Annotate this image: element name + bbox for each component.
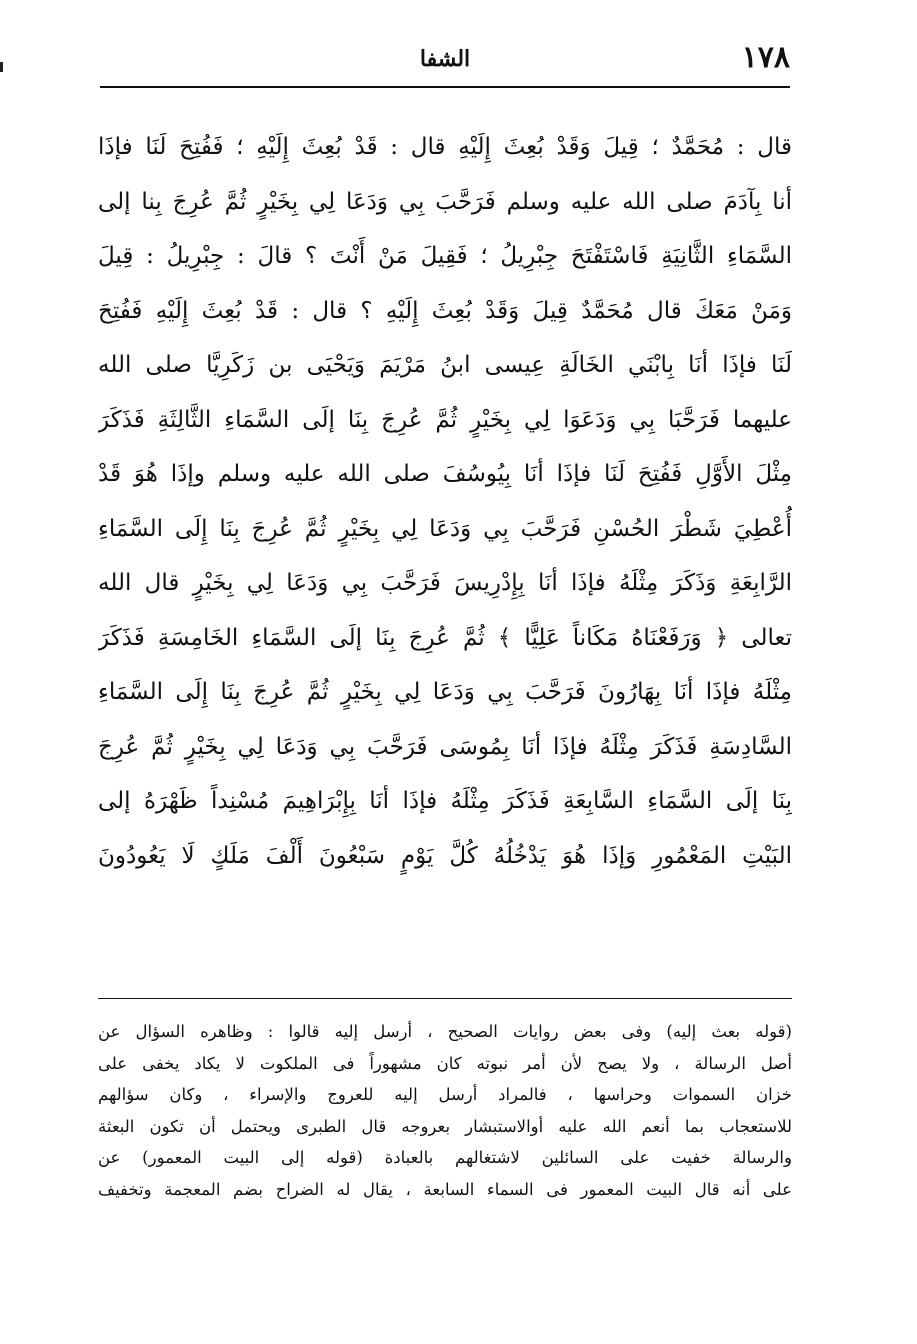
footnotes (98, 1016, 792, 1206)
footnote-line: على أنه قال البيت المعمور فى السماء السابعة ، يقال له الضراح بضم المعجمة وتخفيف (98, 1179, 792, 1199)
main-text-line: لَنَا فإذَا أنَا بِابْنَي الخَالَةِ عِيسى ابنُ مَرْيَمَ وَيَحْيَى بن زَكَرِيَّا صلى الله (98, 352, 792, 378)
running-head (100, 38, 790, 88)
main-text-line: مِثْلَهُ فإذَا أنَا بِهَارُونَ فَرَحَّبَ بِي وَدَعَا لِي بِخَيْرٍ ثُمَّ عُرِجَ بِنَا إِلَى السَّمَاءِ (98, 679, 792, 705)
footnote-line: أصل الرسالة ، ولا يصح لأن أمر نبوته كان مشهوراً فى الملكوت لا يكاد يخفى على (98, 1053, 792, 1073)
footnote-line: للاستعجاب بما أنعم الله عليه أوالاستبشار بعروجه قال الطبرى ويحتمل أن تكون البعثة (98, 1116, 792, 1136)
main-text-line: السَّمَاءِ الثَّانِيَةِ فَاسْتَفْتَحَ جِبْرِيلُ ؛ فَقِيلَ مَنْ أَنْتَ ؟ قالَ : جِبْرِيلُ : قِيلَ (98, 243, 792, 269)
main-text (98, 120, 792, 883)
main-text-line: السَّادِسَةِ فَذَكَرَ مِثْلَهُ فإذَا أنَا بِمُوسَى فَرَحَّبَ بِي وَدَعَا لِي بِخَيْرٍ ثُمَّ عُرِجَ (98, 733, 792, 760)
main-text-line: أُعْطِيَ شَطْرَ الحُسْنِ فَرَحَّبَ بِي وَدَعَا لِي بِخَيْرٍ ثُمَّ عُرِجَ بِنَا إِلَى السَّمَاءِ (98, 515, 792, 542)
page-number: ١٧٨ (741, 40, 790, 75)
main-text-line: مِثْلَ الأَوَّلِ فَفُتِحَ لَنَا فإذَا أنَا بِيُوسُفَ صلى الله عليه وسلم وإذَا هُوَ قَدْ (98, 461, 792, 487)
main-text-line: تعالى ﴿ وَرَفَعْنَاهُ مَكَاناً عَلِيًّا ﴾ ثُمَّ عُرِجَ بِنَا إلَى السَّمَاءِ الخَامِسَةِ فَذَكَرَ (98, 624, 792, 651)
main-text-line: بِنَا إلَى السَّمَاءِ السَّابِعَةِ فَذَكَرَ مِثْلَهُ فإذَا أنَا بِإِبْرَاهِيمَ مُسْنِداً ظَهْرَهُ إلى (98, 788, 792, 814)
footnote-line: خزان السموات وحراسها ، فالمراد أرسل إليه للعروج والإسراء ، وكان سؤالهم (98, 1085, 792, 1105)
main-text-line: البَيْتِ المَعْمُورِ وَإذَا هُوَ يَدْخُلُهُ كُلَّ يَوْمٍ سَبْعُونَ أَلْفَ مَلَكٍ لَا يَعُودُونَ (98, 842, 792, 869)
main-text-line: الرَّابِعَةِ وَذَكَرَ مِثْلَهُ فإذَا أنَا بِإِدْرِيسَ فَرَحَّبَ بِي وَدَعَا لِي بِخَيْرٍ قال الله (98, 570, 792, 596)
main-text-line: قال : مُحَمَّدٌ ؛ قِيلَ وَقَدْ بُعِثَ إِلَيْهِ قال : قَدْ بُعِثَ إِلَيْهِ ؛ فَفُتِحَ لَنَا فإذَا (98, 134, 792, 160)
margin-mark (0, 62, 3, 72)
book-title: الشفا (419, 46, 471, 72)
main-text-line: أنا بِآدَمَ صلى الله عليه وسلم فَرَحَّبَ بِي وَدَعَا لِي بِخَيْرٍ ثُمَّ عُرِجَ بِنا إلى (98, 188, 792, 215)
footnote-line: والرسالة خفيت على السائلين لاشتغالهم بالعبادة (قوله إلى البيت المعمور) عن (98, 1148, 792, 1168)
main-text-line: وَمَنْ مَعَكَ قال مُحَمَّدٌ قِيلَ وَقَدْ بُعِثَ إِلَيْهِ ؟ قال : قَدْ بُعِثَ إِلَيْهِ فَفُتِحَ (98, 297, 792, 324)
footnote-line: (قوله بعث إليه) وفى بعض روايات الصحيح ، أرسل إليه قالوا : وظاهره السؤال عن (98, 1022, 792, 1041)
main-text-line: عليهما فَرَحَّبَا بِي وَدَعَوَا لِي بِخَيْرٍ ثُمَّ عُرِجَ بِنَا إلَى السَّمَاءِ الثَّالِثَةِ فَذَكَرَ (98, 406, 792, 433)
footnote-divider (98, 998, 792, 999)
